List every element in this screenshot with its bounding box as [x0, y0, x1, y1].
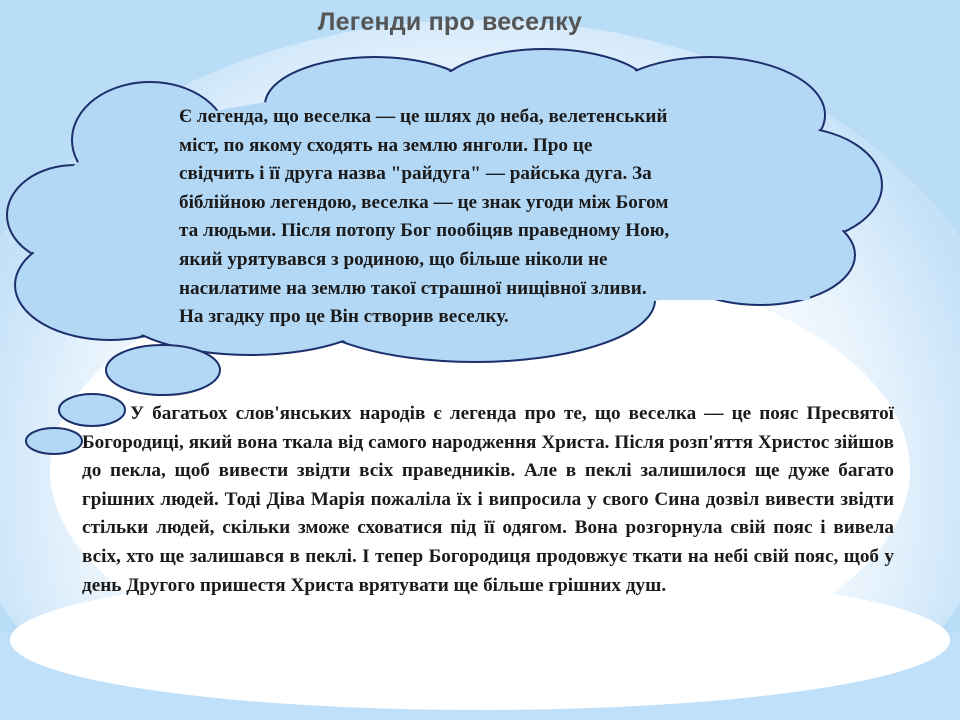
thought-bubble-large [106, 345, 220, 395]
cloud-line: міст, по якому сходять на землю янголи. Про це [179, 134, 593, 156]
cloud-line: Є легенда, що веселка — це шлях до неба, велетенський [179, 106, 668, 127]
cloud-line: насилатиме на землю такої страшної нищівної зливи. [179, 277, 647, 299]
cloud-line: свідчить і її друга назва "райдуга" — райська дуга. За [179, 163, 652, 185]
cloud-line: біблійною легендою, веселка — це знак угоди між Богом [179, 191, 669, 213]
cloud-line: та людьми. Після потопу Бог пообіцяв праведному Ною, [179, 220, 670, 242]
cloud-line: який урятувався з родиною, що більше ніколи не [179, 248, 608, 270]
legend-body-paragraph: У багатьох слов'янських народів є легенда про те, що веселка — це пояс Пресвятої Богородиці, який вона ткала від самого народження Христа. Після розп'яття Христос зійшов до пекла, щоб вивести звідти всіх праведників. Але в пеклі залишилося ще дуже багато грішних людей. Тоді Діва Марія пожаліла їх і випросила у свого Сина дозвіл вивести звідти стільки людей, скільки зможе сховатися під її одягом. Вона розгорнула свій пояс і вивела всіх, хто ще залишався в пеклі. І тепер Богородиця продовжує ткати на небі свій пояс, щоб у день Другого пришестя Христа врятувати ще більше грішних душ. [82, 403, 894, 596]
cloud-line: На згадку про це Він створив веселку. [179, 306, 509, 328]
thought-bubble-small [26, 428, 82, 454]
slide-title: Легенди про веселку [317, 8, 583, 36]
cloud-legend-text [179, 103, 799, 332]
